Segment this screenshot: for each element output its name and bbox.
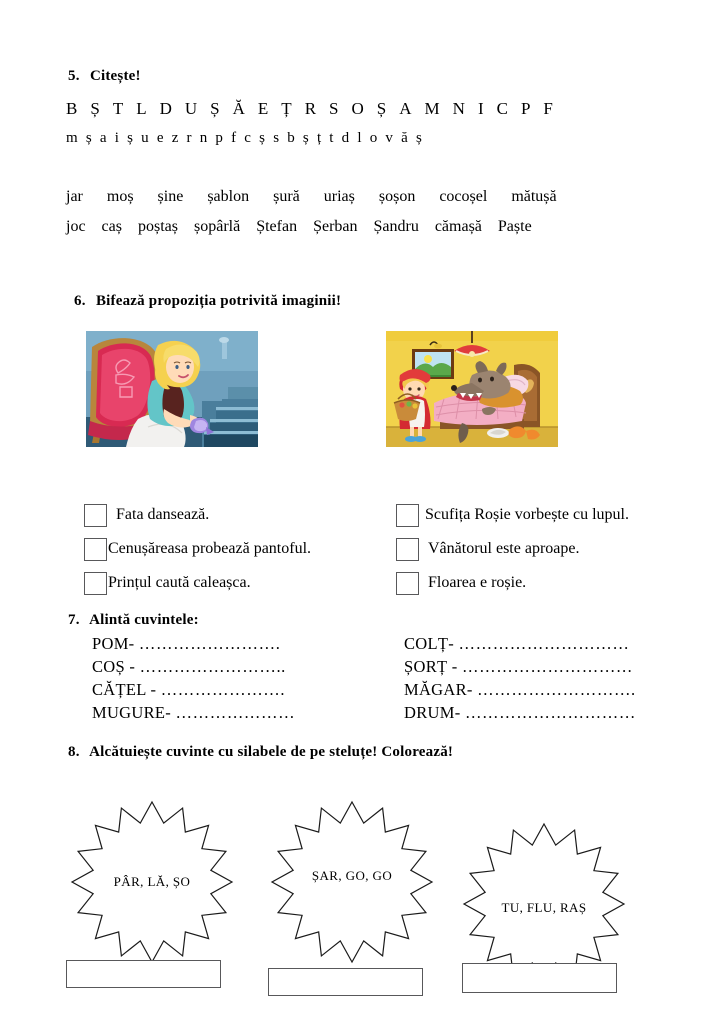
letter: ă <box>401 130 408 146</box>
answer-dotted-line[interactable]: ………………………… <box>464 703 636 722</box>
exercise-7-left-column <box>92 632 295 724</box>
letter: R <box>304 99 317 118</box>
star-shape-2 <box>263 800 441 964</box>
letter: E <box>257 99 269 118</box>
letter: f <box>231 130 237 146</box>
checkbox-left-3[interactable] <box>84 572 107 595</box>
letter: F <box>543 99 553 118</box>
star-shape-1 <box>63 800 241 964</box>
word: uriaș <box>323 188 355 205</box>
exercise-6-options-right <box>396 500 629 602</box>
word: mătușă <box>511 188 557 205</box>
word-row-2 <box>66 218 548 236</box>
exercise-7-title: Alintă cuvintele: <box>89 612 199 628</box>
alint-row <box>404 632 636 655</box>
answer-dotted-line[interactable]: ………………………… <box>462 657 634 676</box>
answer-dotted-line[interactable]: ……………………. <box>138 634 281 653</box>
exercise-8-title: Alcătuiește cuvinte cu silabele de pe steluțe! Colorează! <box>89 744 454 760</box>
letter: o <box>369 130 378 146</box>
letter: s <box>273 130 280 146</box>
word-row-1 <box>66 188 581 206</box>
checkbox-left-2[interactable] <box>84 538 107 561</box>
word: Paște <box>497 218 532 235</box>
star-shape-3 <box>455 822 633 986</box>
star-syllables-3: TU, FLU, RAȘ <box>501 900 587 915</box>
word: șablon <box>207 188 250 205</box>
letter: Ș <box>90 99 100 118</box>
alint-word: ȘORȚ - <box>404 657 463 676</box>
letter: a <box>99 130 107 146</box>
cinderella-illustration <box>86 331 258 447</box>
checkbox-left-1[interactable] <box>84 504 107 527</box>
exercise-5-title: Citește! <box>89 68 141 84</box>
red-riding-hood-image <box>386 331 558 447</box>
exercise-5-number: 5. <box>68 68 80 84</box>
answer-box-3[interactable] <box>462 963 617 993</box>
exercise-8-heading <box>68 744 453 761</box>
letter: S <box>329 99 339 118</box>
letter: m <box>66 130 78 146</box>
exercise-8-number: 8. <box>68 744 80 760</box>
word: Șandru <box>373 218 419 235</box>
option-label: Floarea e roșie. <box>428 574 527 591</box>
answer-box-2[interactable] <box>268 968 423 996</box>
alint-row <box>404 678 636 701</box>
red-riding-hood-illustration <box>386 331 558 447</box>
answer-box-1[interactable] <box>66 960 221 988</box>
option-row[interactable] <box>84 534 311 564</box>
word: șopârlă <box>193 218 241 235</box>
option-label: Vânătorul este aproape. <box>428 540 580 557</box>
star-syllables-1: PÂR, LĂ, ȘO <box>113 874 191 889</box>
word: șoșon <box>378 188 416 205</box>
letter: i <box>114 130 119 146</box>
cinderella-image <box>86 331 258 447</box>
alint-word: COȘ - <box>92 657 140 676</box>
option-label: Scufița Roșie vorbește cu lupul. <box>425 506 629 523</box>
checkbox-right-2[interactable] <box>396 538 419 561</box>
letter: M <box>424 99 440 118</box>
alint-row <box>92 632 295 655</box>
answer-dotted-line[interactable]: …………………. <box>160 680 286 699</box>
letter: Ș <box>210 99 220 118</box>
option-row[interactable] <box>396 568 629 598</box>
letter: t <box>329 130 334 146</box>
alint-word: CĂȚEL - <box>92 680 161 699</box>
letter: Ț <box>281 99 292 118</box>
letter: p <box>215 130 223 146</box>
word: jar <box>66 188 83 205</box>
letter: P <box>520 99 531 118</box>
checkbox-right-1[interactable] <box>396 504 419 527</box>
letter: r <box>186 130 192 146</box>
word: Șerban <box>313 218 358 235</box>
letter: A <box>399 99 412 118</box>
option-row[interactable] <box>396 534 629 564</box>
option-row[interactable] <box>396 500 629 530</box>
alint-word: MUGURE- <box>92 703 176 722</box>
letter: ș <box>302 130 309 146</box>
exercise-7-right-column <box>404 632 636 724</box>
option-label: Cenușăreasa probează pantoful. <box>108 540 312 557</box>
exercise-5-heading <box>68 68 141 85</box>
word: șine <box>157 188 184 205</box>
alint-word: MĂGAR- <box>404 680 478 699</box>
alint-row <box>92 678 295 701</box>
letter: d <box>341 130 350 146</box>
alint-row <box>404 701 636 724</box>
exercise-6-number: 6. <box>74 293 86 309</box>
alint-row <box>92 701 295 724</box>
letter: ș <box>127 130 133 146</box>
option-label: Fata dansează. <box>116 506 210 523</box>
letter: e <box>156 130 164 146</box>
option-row[interactable] <box>84 568 311 598</box>
word: cămașă <box>434 218 482 235</box>
letter: ț <box>316 130 322 146</box>
letter: v <box>385 130 393 146</box>
letter: B <box>66 99 78 118</box>
letter: Ș <box>376 99 387 118</box>
letter: U <box>184 99 198 118</box>
exercise-7-number: 7. <box>68 612 80 628</box>
word: moș <box>106 188 134 205</box>
letter: b <box>287 130 295 146</box>
exercise-6-title: Bifează propoziția potrivită imaginii! <box>95 293 342 309</box>
exercise-7-heading <box>68 612 199 629</box>
answer-dotted-line[interactable]: ………………… <box>175 703 296 722</box>
letter: z <box>171 130 179 146</box>
word: joc <box>66 218 86 235</box>
word: poștaș <box>137 218 178 235</box>
letter: I <box>477 99 484 118</box>
answer-dotted-line[interactable]: …………………….. <box>139 657 286 676</box>
word: cocoșel <box>439 188 488 205</box>
letter: Ă <box>232 99 245 118</box>
answer-dotted-line[interactable]: ………………………. <box>477 680 636 699</box>
letter: O <box>351 99 364 118</box>
letter: ș <box>415 130 422 146</box>
letter: C <box>496 99 508 118</box>
uppercase-letter-row <box>66 99 566 119</box>
letter: N <box>452 99 465 118</box>
letter: T <box>112 99 124 118</box>
letter: u <box>141 130 149 146</box>
alint-word: COLȚ- <box>404 634 459 653</box>
word: caș <box>101 218 122 235</box>
letter: l <box>357 130 362 146</box>
exercise-6-heading <box>74 293 341 310</box>
word: șură <box>273 188 300 205</box>
lowercase-letter-row <box>66 130 430 147</box>
letter: D <box>159 99 172 118</box>
option-label: Prințul caută caleașca. <box>108 574 251 591</box>
letter: n <box>199 130 208 146</box>
exercise-6-options-left <box>84 500 311 602</box>
alint-row <box>404 655 636 678</box>
alint-row <box>92 655 295 678</box>
letter: ș <box>85 130 92 146</box>
word: Ștefan <box>256 218 298 235</box>
checkbox-right-3[interactable] <box>396 572 419 595</box>
star-syllables-2: ȘAR, GO, GO <box>311 868 393 883</box>
answer-dotted-line[interactable]: ………………………… <box>458 634 630 653</box>
letter: c <box>244 130 251 146</box>
option-row[interactable] <box>84 500 311 530</box>
alint-word: POM- <box>92 634 139 653</box>
letter: L <box>136 99 147 118</box>
alint-word: DRUM- <box>404 703 465 722</box>
letter: ș <box>259 130 265 146</box>
